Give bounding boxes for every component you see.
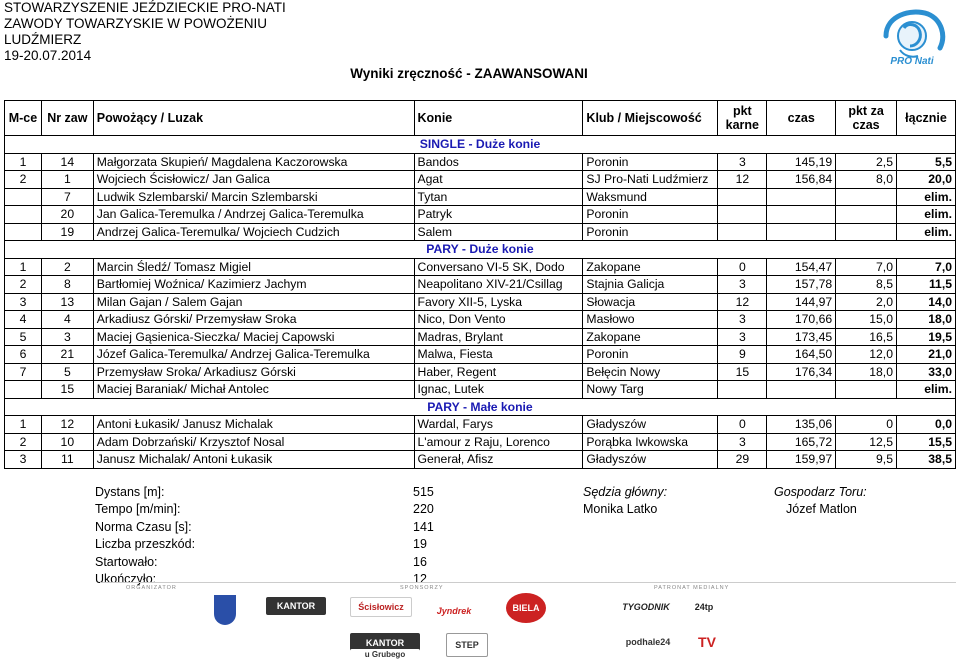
- stat-label: Norma Czasu [s]:: [95, 519, 192, 534]
- table-cell: Conversano VI-5 SK, Dodo: [414, 258, 583, 276]
- table-cell: 18,0: [896, 311, 955, 329]
- column-header: czas: [767, 101, 836, 136]
- table-cell: 3: [41, 328, 93, 346]
- table-cell: Przemysław Sroka/ Arkadiusz Górski: [93, 363, 414, 381]
- table-cell: 29: [718, 451, 767, 469]
- table-cell: 0: [836, 416, 897, 434]
- media-logo: TYGODNIK: [614, 599, 678, 615]
- table-cell: Masłowo: [583, 311, 718, 329]
- table-cell: Malwa, Fiesta: [414, 346, 583, 364]
- table-cell: Milan Gajan / Salem Gajan: [93, 293, 414, 311]
- sponsor-logo: Jyndrek: [424, 603, 484, 619]
- table-cell: Gładyszów: [583, 416, 718, 434]
- table-cell: Poronin: [583, 346, 718, 364]
- table-cell: 2,0: [836, 293, 897, 311]
- stat-value: 515: [413, 485, 434, 499]
- table-row: [5, 381, 956, 399]
- table-cell: 2,5: [836, 153, 897, 171]
- media-logo: podhale24: [608, 633, 688, 651]
- table-cell: Poronin: [583, 223, 718, 241]
- org-line-4: 19-20.07.2014: [4, 48, 92, 63]
- table-cell: 3: [718, 153, 767, 171]
- column-header: M-ce: [5, 101, 42, 136]
- table-cell: elim.: [896, 223, 955, 241]
- table-cell: [767, 223, 836, 241]
- table-cell: Salem: [414, 223, 583, 241]
- table-cell: [767, 381, 836, 399]
- table-cell: 21: [41, 346, 93, 364]
- table-cell: 5: [5, 328, 42, 346]
- table-cell: 7,0: [836, 258, 897, 276]
- column-header: łącznie: [896, 101, 955, 136]
- table-cell: 5,5: [896, 153, 955, 171]
- header-row: [5, 101, 956, 136]
- table-cell: [767, 188, 836, 206]
- table-cell: 9,5: [836, 451, 897, 469]
- table-cell: Haber, Regent: [414, 363, 583, 381]
- table-cell: Nico, Don Vento: [414, 311, 583, 329]
- table-cell: [718, 188, 767, 206]
- table-cell: Zakopane: [583, 258, 718, 276]
- table-cell: SJ Pro-Nati Ludźmierz: [583, 171, 718, 189]
- table-cell: 0: [718, 416, 767, 434]
- table-cell: [5, 206, 42, 224]
- table-cell: Maciej Baraniak/ Michał Antolec: [93, 381, 414, 399]
- table-cell: 7,0: [896, 258, 955, 276]
- table-cell: Słowacja: [583, 293, 718, 311]
- table-cell: [836, 223, 897, 241]
- table-cell: Stajnia Galicja: [583, 276, 718, 294]
- table-row: [5, 171, 956, 189]
- table-row: [5, 451, 956, 469]
- table-cell: Generał, Afisz: [414, 451, 583, 469]
- stat-label: Ukończyło:: [95, 572, 157, 587]
- table-cell: 20: [41, 206, 93, 224]
- table-cell: 173,45: [767, 328, 836, 346]
- table-cell: Ignac, Lutek: [414, 381, 583, 399]
- stats-values: [413, 484, 434, 588]
- table-cell: 19: [41, 223, 93, 241]
- table-cell: 1: [5, 258, 42, 276]
- table-cell: 4: [41, 311, 93, 329]
- table-cell: Porąbka Iwkowska: [583, 433, 718, 451]
- stat-label: Tempo [m/min]:: [95, 502, 181, 517]
- table-cell: Adam Dobrzański/ Krzysztof Nosal: [93, 433, 414, 451]
- table-cell: 3: [718, 328, 767, 346]
- table-cell: elim.: [896, 381, 955, 399]
- table-cell: 2: [5, 433, 42, 451]
- table-cell: Antoni Łukasik/ Janusz Michalak: [93, 416, 414, 434]
- table-cell: 2: [5, 171, 42, 189]
- sponsor-logo: Ścisłowicz: [350, 597, 412, 617]
- sponsor-logo: STEP: [446, 633, 488, 657]
- table-cell: 157,78: [767, 276, 836, 294]
- table-cell: 8,5: [836, 276, 897, 294]
- pro-nati-logo: [872, 6, 952, 72]
- table-row: [5, 223, 956, 241]
- table-cell: 15: [718, 363, 767, 381]
- media-label: PATRONAT MEDIALNY: [654, 585, 730, 591]
- table-cell: Waksmund: [583, 188, 718, 206]
- stat-label: Dystans [m]:: [95, 485, 165, 499]
- table-cell: 5: [41, 363, 93, 381]
- table-cell: 3: [5, 293, 42, 311]
- stat-value: 12: [413, 572, 427, 587]
- table-cell: Maciej Gąsienica-Sieczka/ Maciej Capowski: [93, 328, 414, 346]
- table-cell: Janusz Michalak/ Antoni Łukasik: [93, 451, 414, 469]
- table-cell: [718, 206, 767, 224]
- column-header: Powożący / Luzak: [93, 101, 414, 136]
- column-header: Konie: [414, 101, 583, 136]
- table-cell: Bełęcin Nowy: [583, 363, 718, 381]
- table-cell: 11: [41, 451, 93, 469]
- table-row: [5, 416, 956, 434]
- table-cell: Zakopane: [583, 328, 718, 346]
- table-cell: L'amour z Raju, Lorenco: [414, 433, 583, 451]
- table-cell: 3: [718, 276, 767, 294]
- table-cell: 2: [5, 276, 42, 294]
- table-cell: 0,0: [896, 416, 955, 434]
- table-cell: 12: [718, 293, 767, 311]
- table-cell: Patryk: [414, 206, 583, 224]
- table-cell: 19,5: [896, 328, 955, 346]
- table-cell: 156,84: [767, 171, 836, 189]
- table-cell: elim.: [896, 188, 955, 206]
- page-title: Wyniki zręczność - ZAAWANSOWANI: [350, 66, 588, 81]
- table-cell: 3: [718, 311, 767, 329]
- table-cell: Nowy Targ: [583, 381, 718, 399]
- column-header: Nr zaw: [41, 101, 93, 136]
- table-cell: 145,19: [767, 153, 836, 171]
- sponsor-logo: BIELA: [506, 593, 546, 623]
- table-cell: 9: [718, 346, 767, 364]
- table-cell: 165,72: [767, 433, 836, 451]
- table-cell: 3: [5, 451, 42, 469]
- table-cell: Wardal, Farys: [414, 416, 583, 434]
- table-row: [5, 206, 956, 224]
- judge-label: Sędzia główny:: [583, 485, 668, 499]
- column-header: pkt za czas: [836, 101, 897, 136]
- table-cell: Gładyszów: [583, 451, 718, 469]
- table-cell: 4: [5, 311, 42, 329]
- table-row: [5, 433, 956, 451]
- table-cell: 7: [41, 188, 93, 206]
- table-cell: Ludwik Szlembarski/ Marcin Szlembarski: [93, 188, 414, 206]
- table-cell: 6: [5, 346, 42, 364]
- sponsor-logo: KANTOR: [350, 633, 420, 653]
- table-cell: Andrzej Galica-Teremulka/ Wojciech Cudzich: [93, 223, 414, 241]
- table-cell: 12,5: [836, 433, 897, 451]
- table-cell: 12: [41, 416, 93, 434]
- table-cell: 176,34: [767, 363, 836, 381]
- results-table: [4, 100, 956, 469]
- stat-label: Startowało:: [95, 554, 158, 569]
- table-cell: [836, 188, 897, 206]
- table-cell: 154,47: [767, 258, 836, 276]
- table-cell: 33,0: [896, 363, 955, 381]
- stat-value: 16: [413, 554, 427, 569]
- host-name: Józef Matlon: [786, 502, 857, 517]
- table-cell: Agat: [414, 171, 583, 189]
- sponsor-logo: u Grubego: [350, 649, 420, 659]
- table-cell: [5, 381, 42, 399]
- table-row: [5, 258, 956, 276]
- table-cell: Bandos: [414, 153, 583, 171]
- host-block: [774, 484, 867, 519]
- table-cell: 1: [41, 171, 93, 189]
- table-row: [5, 188, 956, 206]
- stat-value: 19: [413, 537, 427, 552]
- table-cell: [718, 223, 767, 241]
- table-cell: [836, 381, 897, 399]
- stat-value: 220: [413, 502, 434, 517]
- table-cell: 15,0: [836, 311, 897, 329]
- org-line-3: LUDŹMIERZ: [4, 32, 82, 47]
- table-row: [5, 328, 956, 346]
- table-cell: 1: [5, 416, 42, 434]
- host-label: Gospodarz Toru:: [774, 485, 867, 499]
- media-logo: TV: [692, 631, 722, 653]
- table-cell: 12,0: [836, 346, 897, 364]
- sponsor-logo: KANTOR: [266, 597, 326, 615]
- table-cell: Tytan: [414, 188, 583, 206]
- table-cell: 14,0: [896, 293, 955, 311]
- stats-labels: [95, 484, 195, 588]
- organizer-strip: [100, 582, 210, 665]
- section-header-row: [5, 241, 956, 259]
- table-cell: [5, 223, 42, 241]
- table-cell: 20,0: [896, 171, 955, 189]
- table-cell: [767, 206, 836, 224]
- table-cell: elim.: [896, 206, 955, 224]
- org-line-2: ZAWODY TOWARZYSKIE W POWOŻENIU: [4, 16, 268, 31]
- organizer-header: [4, 0, 286, 64]
- table-cell: Poronin: [583, 153, 718, 171]
- table-cell: 8: [41, 276, 93, 294]
- table-cell: Wojciech Ścisłowicz/ Jan Galica: [93, 171, 414, 189]
- table-row: [5, 153, 956, 171]
- column-header: Klub / Miejscowość: [583, 101, 718, 136]
- table-cell: Jan Galica-Teremulka / Andrzej Galica-Teremulka: [93, 206, 414, 224]
- table-cell: [5, 188, 42, 206]
- table-cell: 170,66: [767, 311, 836, 329]
- table-cell: Neapolitano XIV-21/Csillag: [414, 276, 583, 294]
- table-cell: Małgorzata Skupień/ Magdalena Kaczorowska: [93, 153, 414, 171]
- org-line-1: STOWARZYSZENIE JEŹDZIECKIE PRO-NATI: [4, 0, 286, 15]
- table-cell: Madras, Brylant: [414, 328, 583, 346]
- sponsors-strip: [210, 582, 640, 665]
- table-cell: Poronin: [583, 206, 718, 224]
- table-cell: 3: [718, 433, 767, 451]
- table-cell: Favory XII-5, Lyska: [414, 293, 583, 311]
- table-cell: 144,97: [767, 293, 836, 311]
- table-cell: 18,0: [836, 363, 897, 381]
- table-cell: 15: [41, 381, 93, 399]
- table-cell: 7: [5, 363, 42, 381]
- table-cell: 12: [718, 171, 767, 189]
- table-cell: Marcin Śledź/ Tomasz Migiel: [93, 258, 414, 276]
- table-cell: 16,5: [836, 328, 897, 346]
- table-cell: 21,0: [896, 346, 955, 364]
- table-cell: 164,50: [767, 346, 836, 364]
- stat-label: Liczba przeszkód:: [95, 537, 196, 552]
- table-row: [5, 293, 956, 311]
- table-cell: 11,5: [896, 276, 955, 294]
- section-header-row: [5, 136, 956, 154]
- media-strip: [596, 582, 956, 665]
- table-cell: Bartłomiej Woźnica/ Kazimierz Jachym: [93, 276, 414, 294]
- table-row: [5, 276, 956, 294]
- table-cell: Józef Galica-Teremulka/ Andrzej Galica-Teremulka: [93, 346, 414, 364]
- table-cell: 13: [41, 293, 93, 311]
- stat-value: 141: [413, 519, 434, 534]
- table-cell: 38,5: [896, 451, 955, 469]
- judge-block: [583, 484, 667, 519]
- table-cell: 2: [41, 258, 93, 276]
- table-cell: 1: [5, 153, 42, 171]
- table-cell: 10: [41, 433, 93, 451]
- media-logo: 24tp: [684, 599, 724, 615]
- table-cell: Arkadiusz Górski/ Przemysław Sroka: [93, 311, 414, 329]
- table-cell: 135,06: [767, 416, 836, 434]
- section-header-row: [5, 398, 956, 416]
- table-row: [5, 311, 956, 329]
- table-cell: [836, 206, 897, 224]
- column-header: pkt karne: [718, 101, 767, 136]
- section-title: SINGLE - Duże konie: [5, 136, 956, 154]
- organizer-label: ORGANIZATOR: [126, 585, 177, 591]
- table-cell: 159,97: [767, 451, 836, 469]
- table-row: [5, 363, 956, 381]
- table-cell: 14: [41, 153, 93, 171]
- sponsors-label: SPONSORZY: [400, 585, 444, 591]
- judge-name: Monika Latko: [583, 502, 658, 517]
- table-cell: 8,0: [836, 171, 897, 189]
- table-cell: 0: [718, 258, 767, 276]
- table-cell: [718, 381, 767, 399]
- logo-text: PRO Nati: [890, 56, 934, 67]
- table-cell: 15,5: [896, 433, 955, 451]
- section-title: PARY - Duże konie: [5, 241, 956, 259]
- table-row: [5, 346, 956, 364]
- section-title: PARY - Małe konie: [5, 398, 956, 416]
